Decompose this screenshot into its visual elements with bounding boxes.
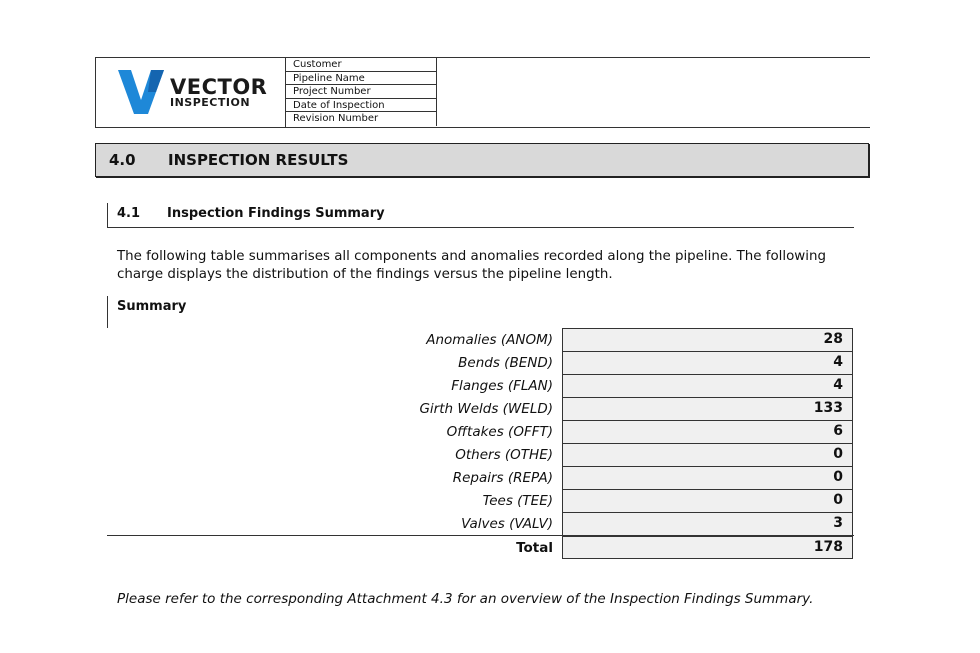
header-meta-table <box>286 58 437 126</box>
row-label: Valves (VALV) <box>461 516 553 532</box>
vector-logo-icon <box>118 70 164 114</box>
row-value: 6 <box>562 420 853 443</box>
meta-field: Pipeline Name <box>286 72 436 86</box>
row-label: Offtakes (OFFT) <box>446 424 553 440</box>
section-title: INSPECTION RESULTS <box>168 151 349 169</box>
table-row <box>107 374 854 397</box>
document-header <box>95 57 870 128</box>
table-row <box>107 512 854 535</box>
row-value: 4 <box>562 351 853 374</box>
table-row <box>107 328 854 351</box>
subsection-title: Inspection Findings Summary <box>167 206 385 221</box>
row-label: Bends (BEND) <box>458 355 553 371</box>
row-label: Tees (TEE) <box>482 493 553 509</box>
table-row <box>107 443 854 466</box>
meta-field: Customer <box>286 58 436 72</box>
logo-word-inspection: INSPECTION <box>170 96 251 109</box>
summary-table <box>107 328 854 559</box>
total-label: Total <box>516 540 553 556</box>
row-value: 0 <box>562 443 853 466</box>
table-row <box>107 351 854 374</box>
total-row <box>107 535 854 559</box>
row-label: Repairs (REPA) <box>452 470 553 486</box>
row-label: Anomalies (ANOM) <box>426 332 553 348</box>
company-logo <box>96 58 286 127</box>
subsection-number: 4.1 <box>117 206 141 221</box>
row-label: Flanges (FLAN) <box>451 378 553 394</box>
subsection-heading <box>107 203 854 228</box>
table-row <box>107 420 854 443</box>
total-value: 178 <box>562 536 853 559</box>
footer-note: Please refer to the corresponding Attachment 4.3 for an overview of the Inspection Findings Summary. <box>117 591 814 607</box>
row-value: 3 <box>562 512 853 535</box>
table-row <box>107 397 854 420</box>
table-row <box>107 466 854 489</box>
row-value: 0 <box>562 489 853 512</box>
meta-field: Project Number <box>286 85 436 99</box>
row-value: 133 <box>562 397 853 420</box>
row-label: Others (OTHE) <box>455 447 553 463</box>
logo-word-vector: VECTOR <box>170 75 268 99</box>
row-value: 28 <box>562 328 853 351</box>
meta-field: Revision Number <box>293 113 379 125</box>
intro-paragraph: The following table summarises all components and anomalies recorded along the pipeline. The following charge displays the distribution of the findings versus the pipeline length. <box>117 249 826 282</box>
meta-field: Date of Inspection <box>286 99 436 113</box>
table-row <box>107 489 854 512</box>
section-heading <box>95 143 869 177</box>
section-number: 4.0 <box>109 151 136 169</box>
row-label: Girth Welds (WELD) <box>419 401 553 417</box>
row-value: 0 <box>562 466 853 489</box>
summary-heading: Summary <box>107 296 227 328</box>
row-value: 4 <box>562 374 853 397</box>
